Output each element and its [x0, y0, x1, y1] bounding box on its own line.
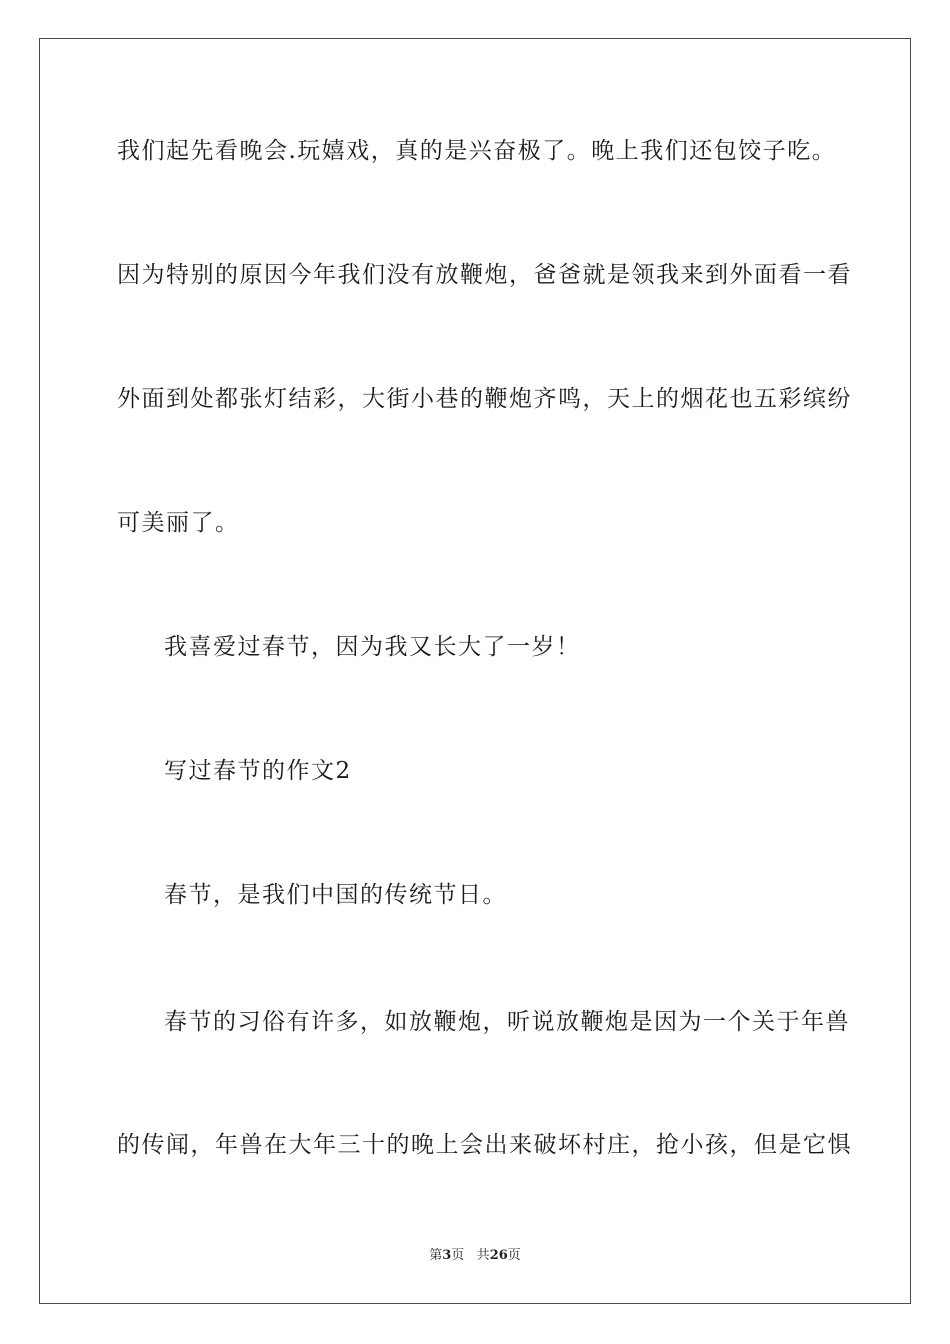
text-line-7: 春节，是我们中国的传统节日。 — [164, 882, 507, 908]
footer-page-suffix: 页 — [451, 1248, 465, 1263]
footer-page-prefix: 第 — [429, 1248, 443, 1263]
text-line-8: 春节的习俗有许多，如放鞭炮，听说放鞭炮是因为一个关于年兽 — [164, 1009, 850, 1035]
section-heading: 写过春节的作文2 — [164, 758, 352, 784]
page-footer — [0, 1247, 950, 1265]
text-line-1: 我们起先看晚会.玩嬉戏，真的是兴奋极了。晚上我们还包饺子吃。 — [117, 138, 837, 164]
page-border — [39, 38, 911, 1304]
footer-page-number: 3 — [442, 1248, 452, 1263]
footer-total-prefix: 共 — [476, 1248, 490, 1263]
text-line-3: 外面到处都张灯结彩，大街小巷的鞭炮齐鸣，天上的烟花也五彩缤纷 — [117, 386, 852, 412]
text-line-5: 我喜爱过春节，因为我又长大了一岁！ — [164, 634, 581, 660]
text-line-4: 可美丽了。 — [117, 510, 240, 536]
text-line-9: 的传闻，年兽在大年三十的晚上会出来破坏村庄，抢小孩，但是它惧 — [117, 1132, 852, 1158]
text-line-2: 因为特别的原因今年我们没有放鞭炮，爸爸就是领我来到外面看一看 — [117, 262, 852, 288]
footer-total-suffix: 页 — [507, 1248, 521, 1263]
footer-total-pages: 26 — [489, 1248, 508, 1263]
